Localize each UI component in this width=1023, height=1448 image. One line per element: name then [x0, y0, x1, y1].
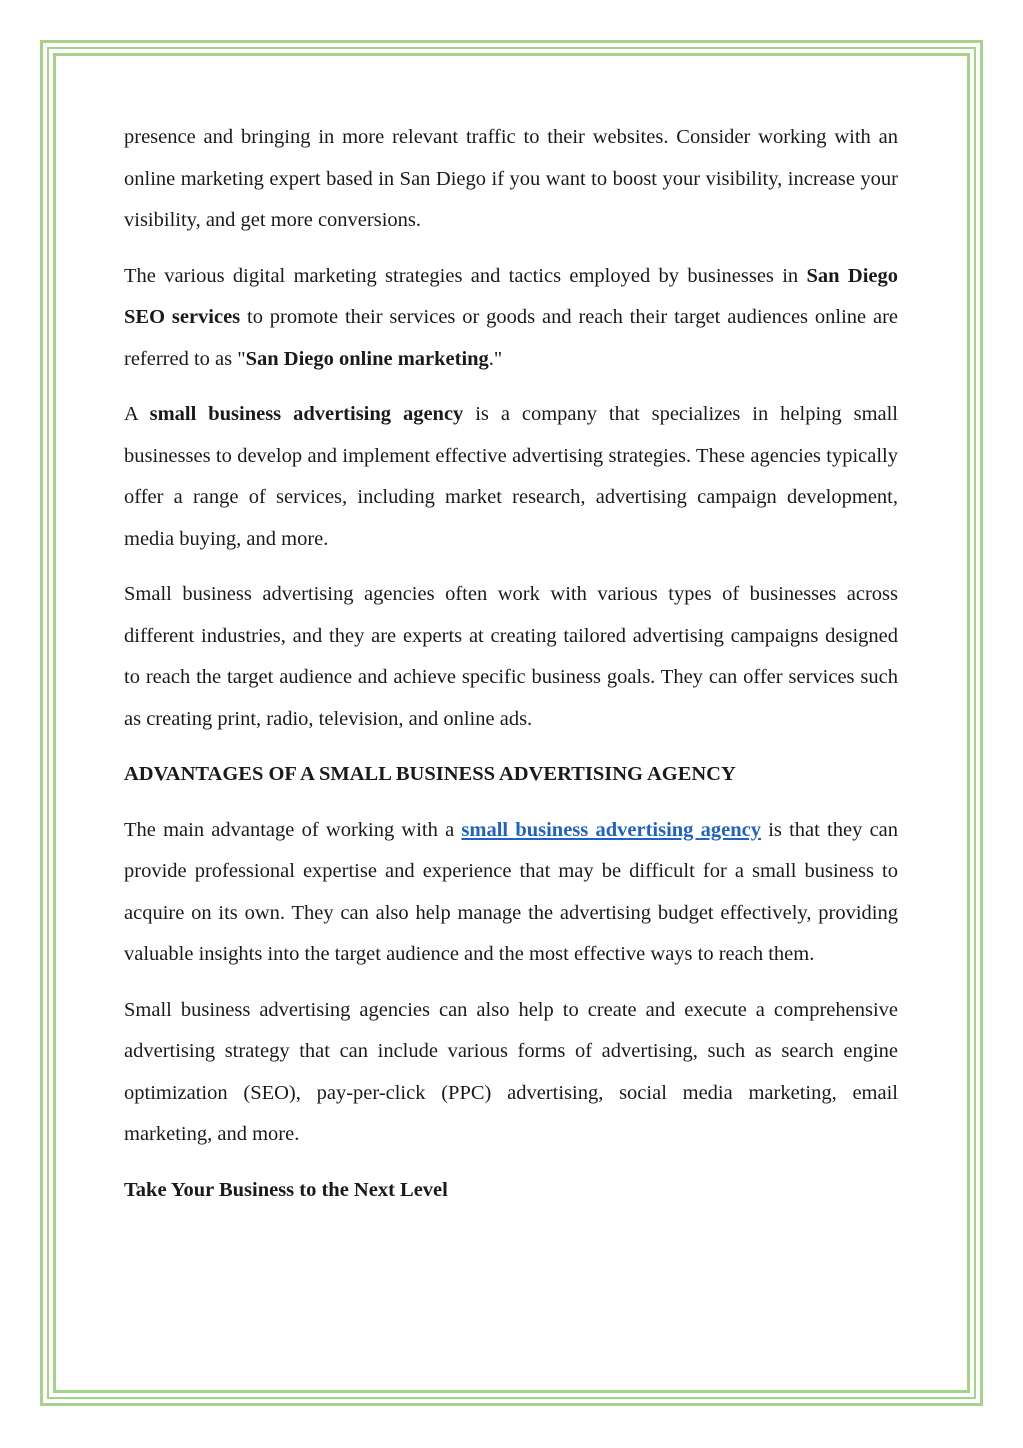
paragraph-intro-continuation [124, 117, 898, 242]
paragraph-text: ." [488, 347, 503, 370]
paragraph-main-advantage [124, 810, 898, 976]
paragraph-text: Small business advertising agencies often work with various types of businesses across different industries, and they are experts at creating tailored advertising campaigns designed to reach the target audience and achieve specific business goals. They can offer services such as creating print, radio, television, and online ads. [124, 583, 898, 730]
paragraph-text: to promote their services or goods and reach their target audiences online are referred to as " [124, 306, 898, 370]
paragraph-text: presence and bringing in more relevant traffic to their websites. Consider working with an online marketing expert based in San Diego if you want to boost your visibility, increase your visibility, and get more conversions. [124, 126, 898, 231]
bold-term-agency: small business advertising agency [149, 403, 464, 425]
bold-term-seo-services: San Diego SEO services [124, 264, 898, 328]
agency-link[interactable]: small business advertising agency [461, 818, 761, 841]
paragraph-text: Small business advertising agencies can also help to create and execute a comprehensive advertising strategy that can include various forms of advertising, such as search engine optimization (SEO), pay-per-click (PPC) advertising, social media marketing, email marketing, and more. [124, 998, 898, 1145]
section-heading-next-level: Take Your Business to the Next Level [124, 1178, 448, 1201]
paragraph-strategy [124, 990, 898, 1156]
paragraph-san-diego-marketing [124, 256, 898, 381]
paragraph-text: is that they can provide professional expertise and experience that may be difficult for a small business to acquire on its own. They can also help manage the advertising budget effectively, providing valuable insights into the target audience and the most effective ways to reach them. [124, 818, 899, 965]
section-heading-advantages: ADVANTAGES OF A SMALL BUSINESS ADVERTISING AGENCY [124, 763, 736, 785]
paragraph-agency-definition [124, 394, 898, 560]
document-body [124, 117, 898, 1225]
paragraph-text: The various digital marketing strategies and tactics employed by businesses in [124, 264, 807, 287]
bold-term-online-marketing: San Diego online marketing [245, 347, 489, 370]
paragraph-agency-work [124, 574, 898, 740]
paragraph-text: is a company that specializes in helping small businesses to develop and implement effective advertising strategies. These agencies typically offer a range of services, including market research, advertising campaign development, media buying, and more. [124, 403, 898, 550]
paragraph-text: The main advantage of working with a [124, 818, 462, 841]
paragraph-text: A [124, 403, 150, 425]
